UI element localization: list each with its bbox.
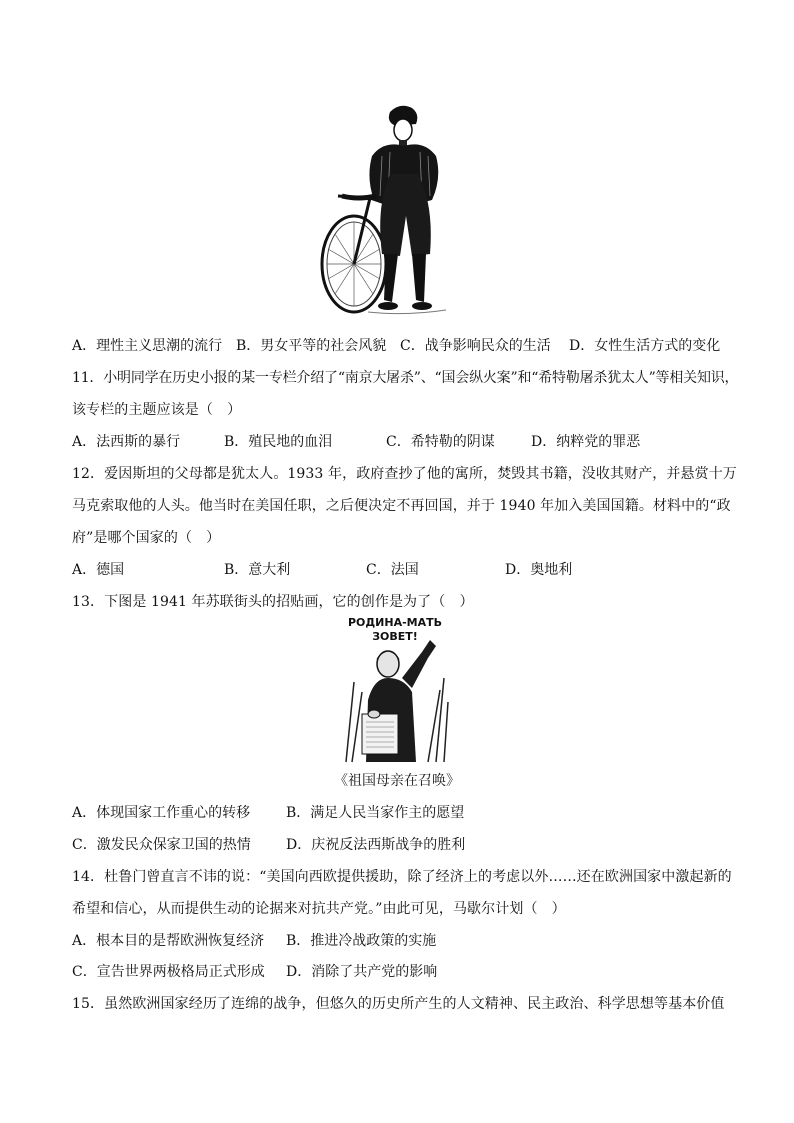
q14-option-b: B．推进冷战政策的实施 <box>286 933 437 949</box>
q12-stem-line1: 12．爱因斯坦的父母都是犹太人。1933 年，政府查抄了他的寓所，焚毁其书籍，没收其财产，并悬赏十万 <box>72 466 737 482</box>
q11-option-c: C．希特勒的阴谋 <box>386 434 495 450</box>
q12-option-c: C．法国 <box>366 562 419 578</box>
q15-stem-line1: 15．虽然欧洲国家经历了连绵的战争，但悠久的历史所产生的人文精神、民主政治、科学思想等基本价值 <box>72 996 725 1012</box>
poster-text-line2: ЗОВЕТ! <box>372 630 418 643</box>
q13-option-d: D．庆祝反法西斯战争的胜利 <box>286 837 466 853</box>
q12-stem-line3: 府”是哪个国家的（ ） <box>72 530 221 546</box>
q12-stem-line2: 马克索取他的人头。他当时在美国任职，之后便决定不再回国，并于 1940 年加入美国国籍。材料中的“政 <box>72 498 731 514</box>
q12-option-a: A．德国 <box>72 562 125 578</box>
q11-stem-line2: 该专栏的主题应该是（ ） <box>72 402 242 418</box>
poster-caption: 《祖国母亲在召唤》 <box>334 773 460 789</box>
q10-option-b: B．男女平等的社会风貌 <box>236 338 387 354</box>
q10-option-a: A．理性主义思潮的流行 <box>72 338 223 354</box>
q11-option-b: B．殖民地的血泪 <box>224 434 333 450</box>
q13-option-b: B．满足人民当家作主的愿望 <box>286 805 465 821</box>
q11-option-a: A．法西斯的暴行 <box>72 434 181 450</box>
q12-option-b: B．意大利 <box>224 562 291 578</box>
q10-option-c: C．战争影响民众的生活 <box>400 338 551 354</box>
woman-bicycle-illustration <box>312 104 472 318</box>
q13-option-a: A．体现国家工作重心的转移 <box>72 805 251 821</box>
q12-option-d: D．奥地利 <box>505 562 573 578</box>
q14-option-a: A．根本目的是帮欧洲恢复经济 <box>72 933 265 949</box>
q14-option-d: D．消除了共产党的影响 <box>286 964 438 980</box>
q14-stem-line1: 14．杜鲁门曾直言不讳的说：“美国向西欧提供援助，除了经济上的考虑以外……还在欧洲国家中激起新的 <box>72 869 732 885</box>
q14-stem-line2: 希望和信心，从而提供生动的论据来对抗共产党。”由此可见，马歇尔计划（ ） <box>72 901 566 917</box>
q14-option-c: C．宣告世界两极格局正式形成 <box>72 964 265 980</box>
q10-option-d: D．女性生活方式的变化 <box>569 338 721 354</box>
q11-option-d: D．纳粹党的罪恶 <box>531 434 641 450</box>
q13-stem: 13．下图是 1941 年苏联街头的招贴画，它的创作是为了（ ） <box>72 594 474 610</box>
soviet-poster-illustration <box>340 612 450 764</box>
q11-stem-line1: 11．小明同学在历史小报的某一专栏介绍了“南京大屠杀”、“国会纵火案”和“希特勒屠杀犹太人”等相关知识， <box>72 370 739 386</box>
q13-option-c: C．激发民众保家卫国的热情 <box>72 837 251 853</box>
poster-text-line1: РОДИНА-МАТЬ <box>347 616 443 629</box>
